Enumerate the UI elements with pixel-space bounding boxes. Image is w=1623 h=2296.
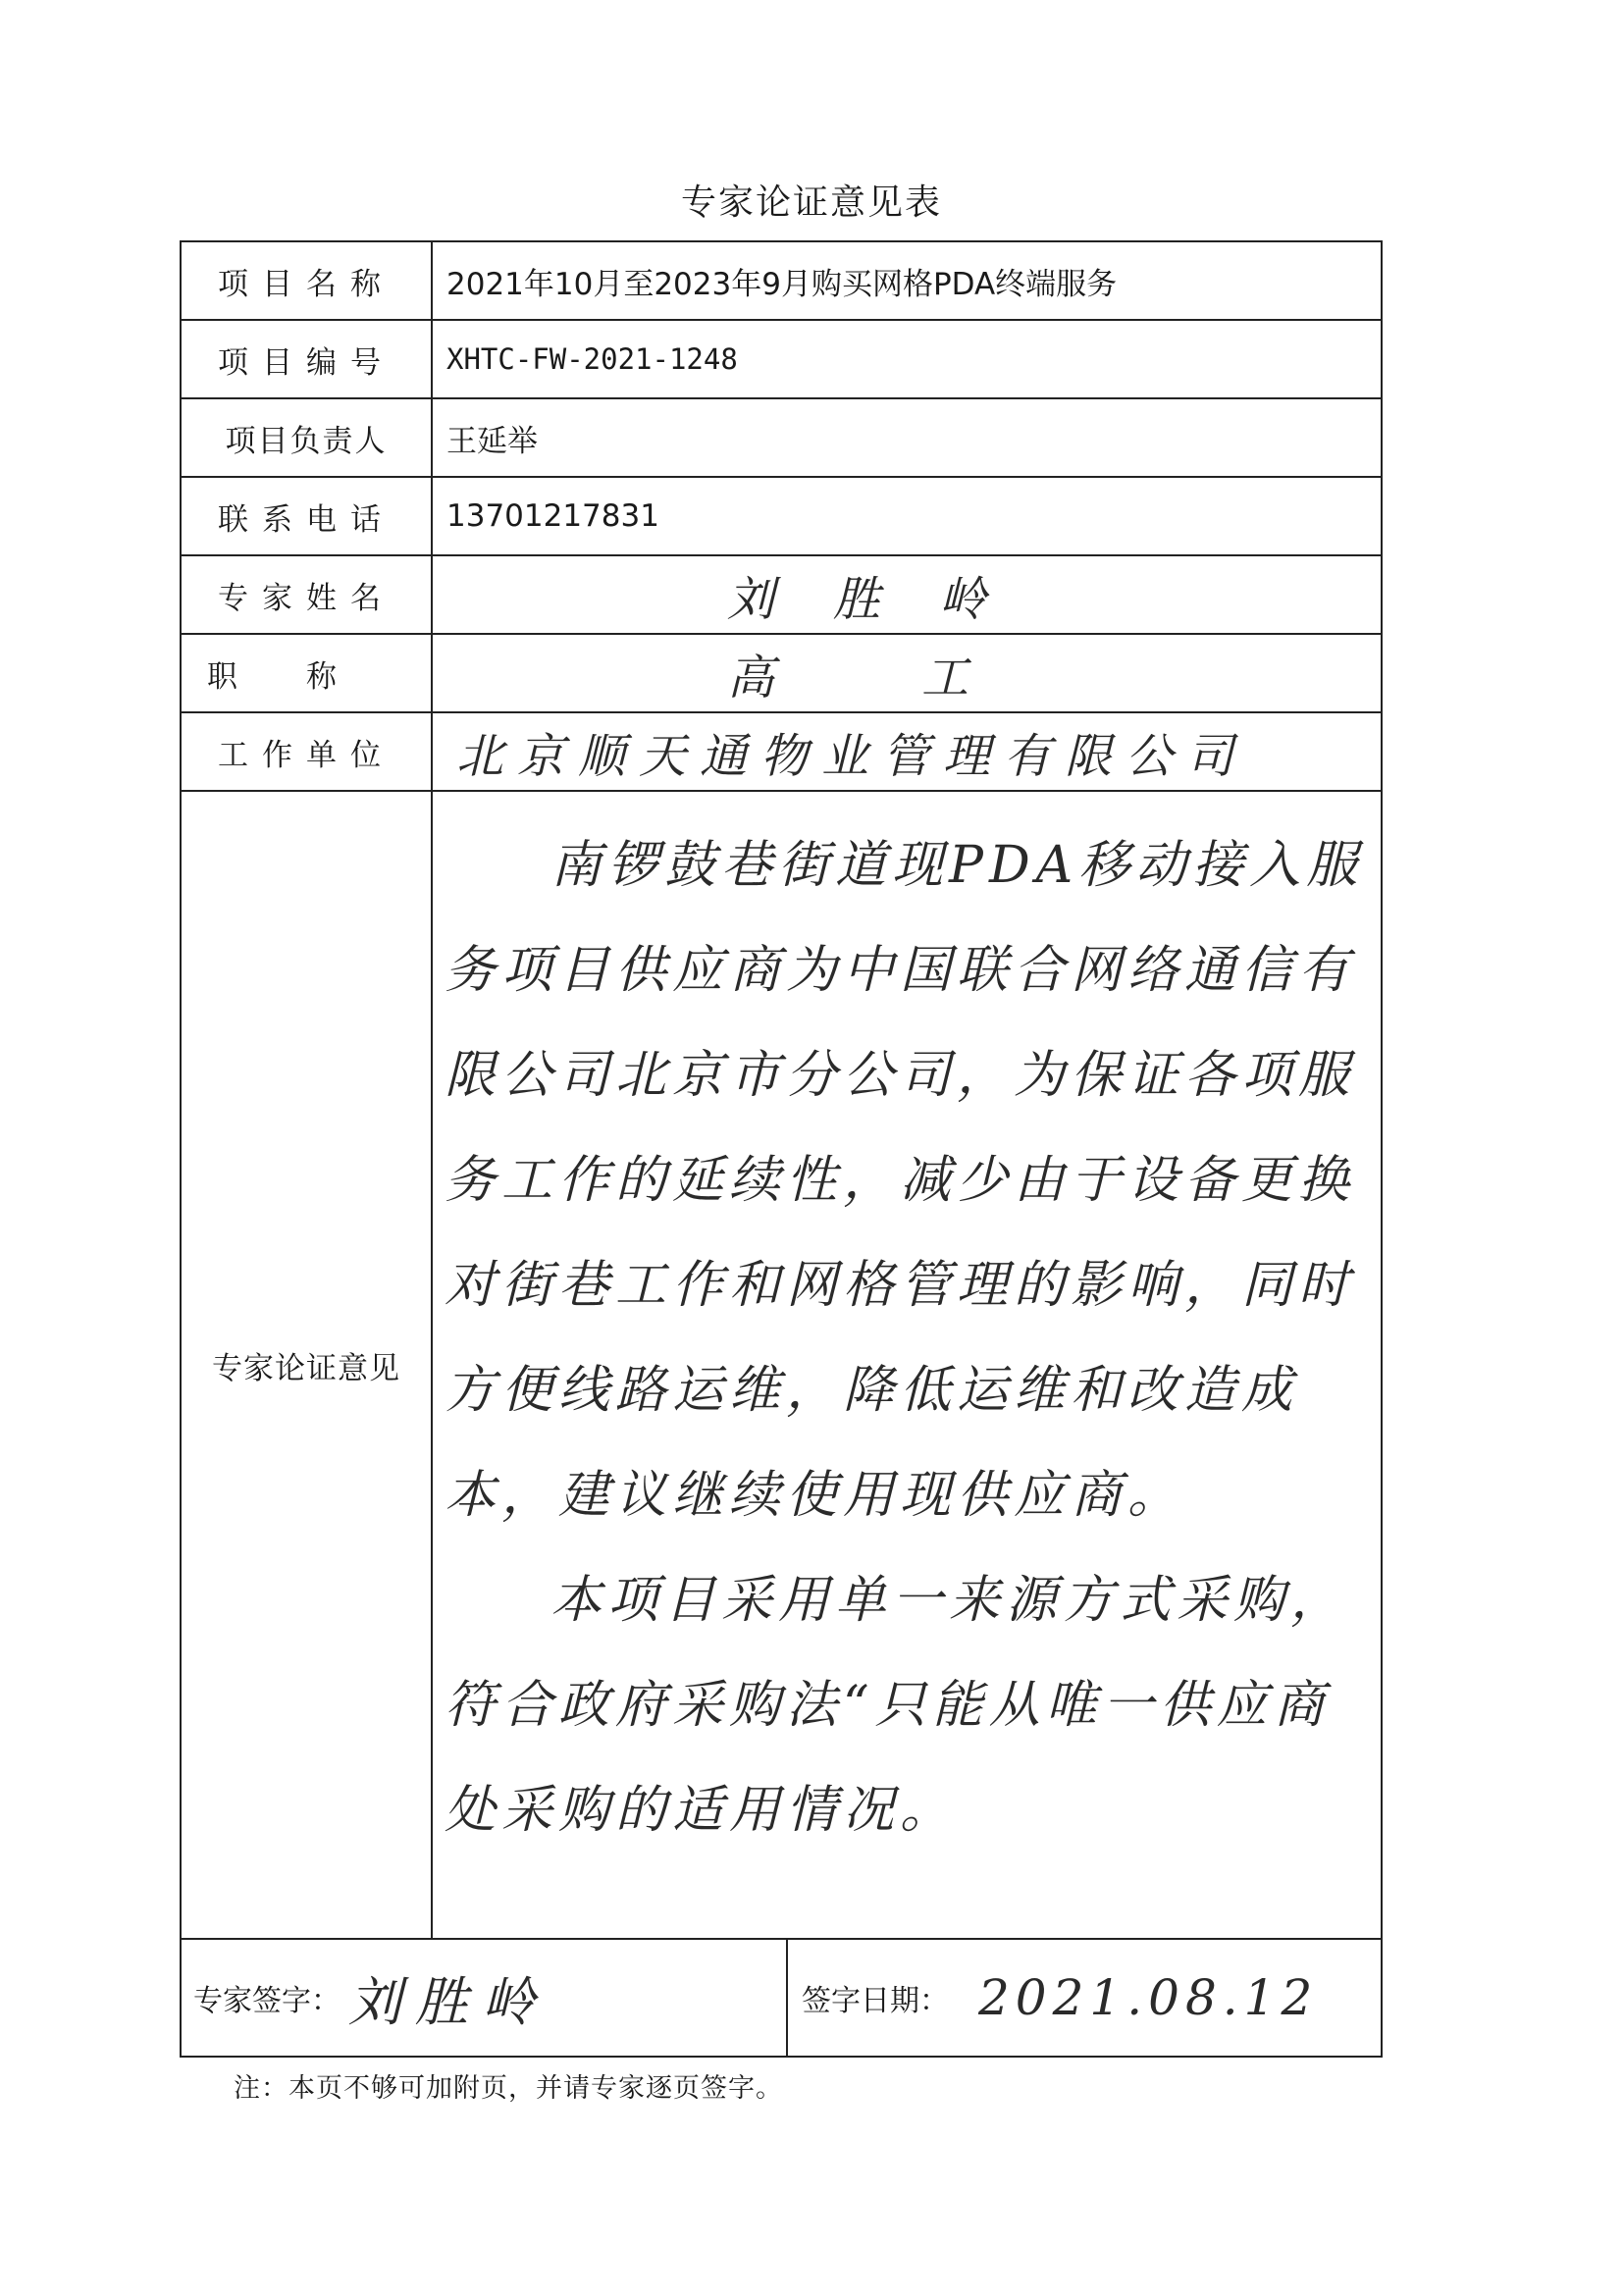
opinion-paragraph: 本项目采用单一来源方式采购，符合政府采购法“只能从唯一供应商处采购的适用情况。	[445, 1571, 1348, 1840]
project-number-label: 项目编号	[181, 320, 432, 398]
title-label: 职称	[181, 634, 432, 712]
sign-date-value: 2021.08.12	[978, 1969, 1319, 2026]
signature-label: 专家签字：	[193, 1984, 340, 2018]
expert-name-label: 专家姓名	[181, 555, 432, 634]
expert-name-handwritten: 刘胜岭	[432, 555, 1382, 634]
expert-opinion-body	[432, 791, 1382, 1939]
opinion-form-table	[180, 240, 1383, 2058]
table-row	[181, 241, 1382, 320]
sign-date-label: 签字日期：	[802, 1984, 949, 2018]
signature-date-container	[182, 1940, 1381, 2056]
project-leader-value: 王延举	[432, 398, 1382, 477]
table-row	[181, 477, 1382, 555]
expert-signature: 刘胜岭	[348, 1970, 549, 2033]
table-row	[181, 398, 1382, 477]
table-row	[181, 712, 1382, 791]
signature-cell	[182, 1940, 788, 2056]
table-row	[181, 634, 1382, 712]
table-row	[181, 320, 1382, 398]
project-leader-label: 项目负责人	[181, 398, 432, 477]
expert-opinion-label: 专家论证意见	[181, 791, 432, 1939]
project-number-value: XHTC-FW-2021-1248	[432, 320, 1382, 398]
contact-phone-value: 13701217831	[432, 477, 1382, 555]
table-row	[181, 555, 1382, 634]
sign-date-cell	[788, 1940, 1381, 2056]
project-name-value: 2021年10月至2023年9月购买网格PDA终端服务	[432, 241, 1382, 320]
project-name-label: 项目名称	[181, 241, 432, 320]
contact-phone-label: 联系电话	[181, 477, 432, 555]
page-title: 专家论证意见表	[680, 183, 942, 223]
title-handwritten: 高工	[432, 634, 1382, 712]
table-row	[181, 1939, 1382, 2057]
work-unit-label: 工作单位	[181, 712, 432, 791]
signature-date-row	[181, 1939, 1382, 2057]
opinion-paragraph: 南锣鼓巷街道现PDA移动接入服务项目供应商为中国联合网络通信有限公司北京市分公司，为保证各项服务工作的延续性，减少由于设备更换对街巷工作和网格管理的影响，同时方便线路运维，降低运维和改造成本，建议继续使用现供应商。	[445, 836, 1364, 1525]
work-unit-handwritten: 北京顺天通物业管理有限公司	[432, 712, 1382, 791]
table-row	[181, 791, 1382, 1939]
footnote: 注：本页不够可加附页，并请专家逐页签字。	[234, 2073, 783, 2104]
